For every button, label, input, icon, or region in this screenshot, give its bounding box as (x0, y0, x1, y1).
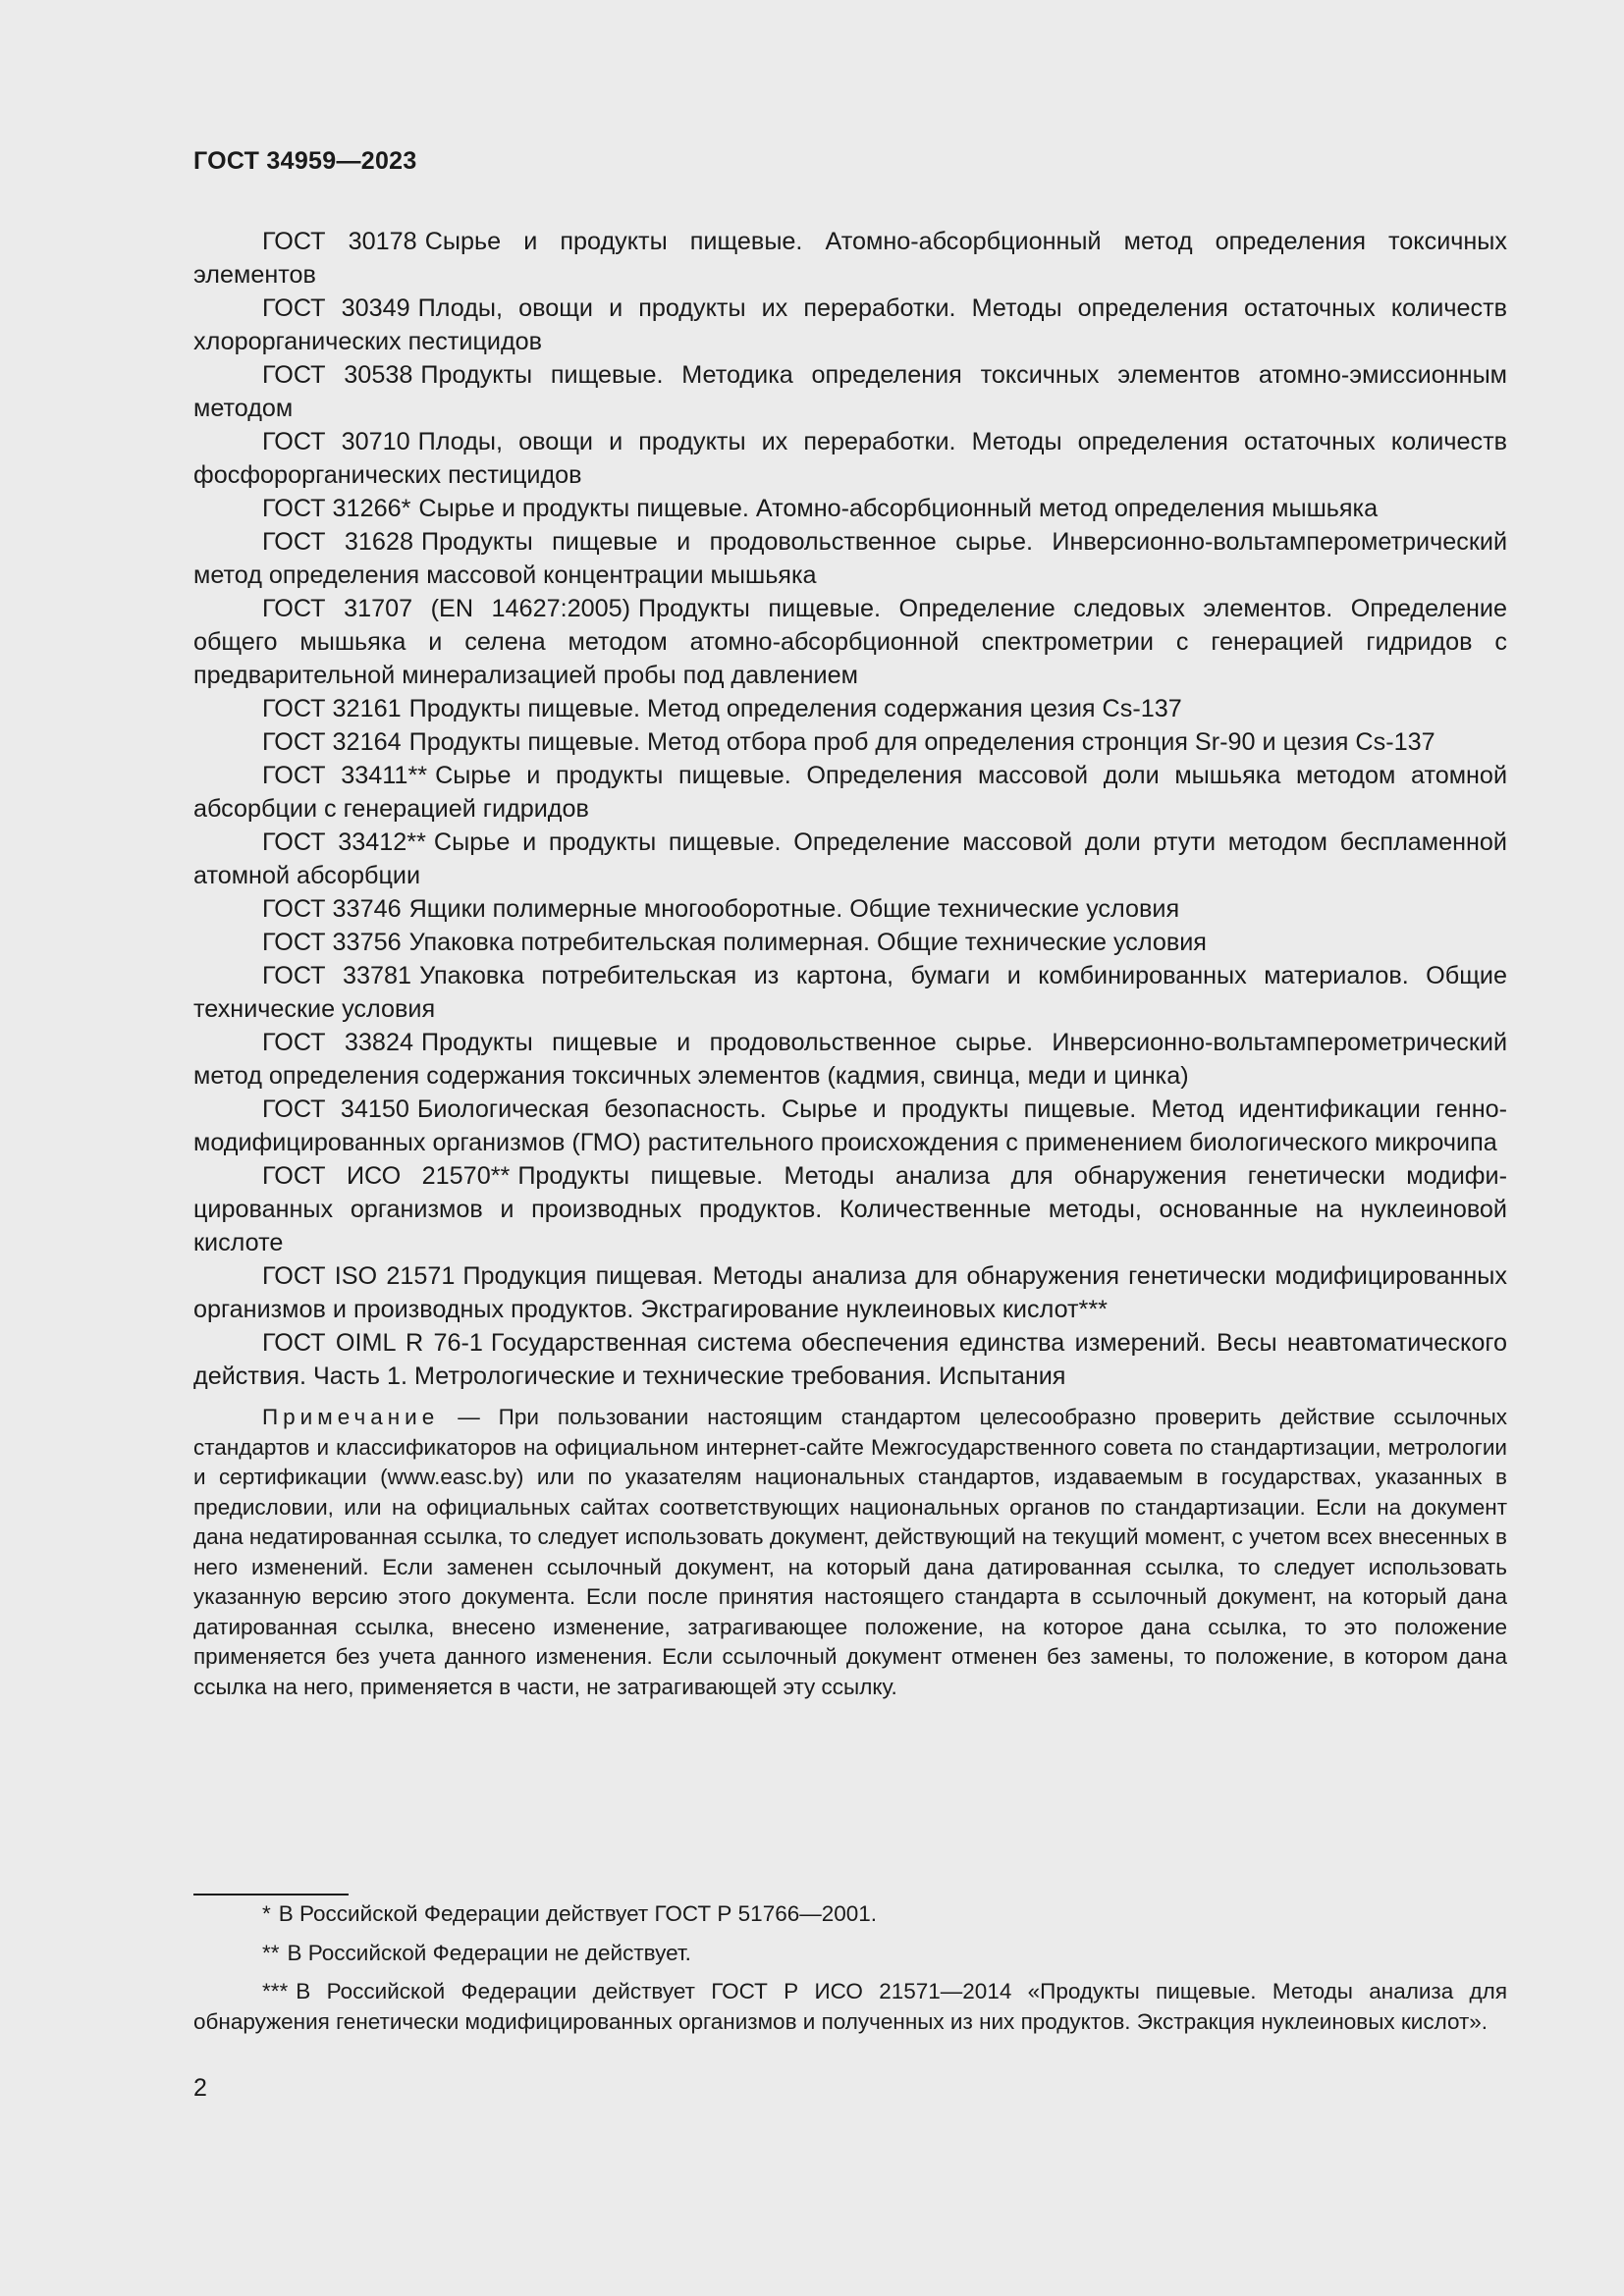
reference-item (193, 959, 1507, 1026)
reference-code: ГОСТ 33746 (262, 895, 402, 923)
reference-item (193, 692, 1507, 725)
reference-item (193, 1093, 1507, 1159)
reference-title: Продукты пищевые и продовольственное сырье. Инверсионно-вольтамперометрический метод определения массовой концентрации мышьяка (193, 528, 1508, 589)
reference-item (193, 425, 1507, 492)
reference-title: Биологическая безопасность. Сырье и продукты пищевые. Метод идентификации генно-модифицированных организмов (ГМО) растительного происхождения с применением биологического микрочипа (193, 1095, 1507, 1156)
reference-title: Ящики полимерные многооборотные. Общие технические условия (408, 895, 1180, 923)
note-label: Примечание (262, 1405, 440, 1429)
reference-code: ГОСТ 33412** (262, 828, 426, 856)
reference-item (193, 1159, 1507, 1259)
footnote-separator (193, 1894, 349, 1896)
reference-item (193, 592, 1507, 692)
reference-code: ГОСТ OIML R 76-1 (262, 1329, 483, 1357)
reference-item (193, 892, 1507, 926)
reference-item (193, 1026, 1507, 1093)
reference-item (193, 225, 1507, 292)
reference-item (193, 826, 1507, 892)
reference-title: Сырье и продукты пищевые. Атомно-абсорбционный метод определения мышьяка (418, 495, 1379, 522)
footnote (193, 1899, 1507, 1930)
reference-code: ГОСТ 34150 (262, 1095, 409, 1123)
footnote-text: В Российской Федерации не действует. (287, 1940, 691, 1965)
reference-item (193, 525, 1507, 592)
reference-item (193, 358, 1507, 425)
document-header: ГОСТ 34959—2023 (193, 147, 417, 175)
reference-title: Сырье и продукты пищевые. Атомно-абсорбционный метод определения токсичных элементов (193, 228, 1508, 289)
reference-title: Плоды, овощи и продукты их переработки. Методы определения остаточных количеств хлорорганических пестицидов (193, 294, 1507, 355)
footnote-mark: * (262, 1901, 271, 1926)
reference-title: Сырье и продукты пищевые. Определение массовой доли ртути методом беспламенной атомной абсорбции (193, 828, 1507, 889)
footnote-text: В Российской Федерации действует ГОСТ Р ИСО 21571—2014 «Продукты пищевые. Методы анализа для обнаружения генетически модифицированных организмов и полученных из них продуктов. Экстракция нуклеиновых кислот». (193, 1979, 1507, 2034)
reference-code: ГОСТ 33781 (262, 962, 412, 989)
footnote-text: В Российской Федерации действует ГОСТ Р 51766—2001. (278, 1901, 878, 1926)
reference-code: ГОСТ 33411** (262, 762, 428, 789)
reference-item (193, 1259, 1507, 1326)
reference-item (193, 1326, 1507, 1393)
note-paragraph (193, 1403, 1507, 1702)
page-number: 2 (193, 2074, 207, 2102)
reference-code: ГОСТ 30710 (262, 428, 410, 455)
reference-title: Продукты пищевые. Методика определения токсичных элементов атомно-эмиссионным методом (193, 361, 1507, 422)
reference-title: Упаковка потребительская полимерная. Общие технические условия (408, 929, 1207, 956)
reference-code: ГОСТ 30178 (262, 228, 417, 255)
reference-item (193, 926, 1507, 959)
reference-title: Плоды, овощи и продукты их переработки. Методы определения остаточных количеств фосфорорганических пестицидов (193, 428, 1507, 489)
reference-title: Продукты пищевые и продовольственное сырье. Инверсионно-вольтамперометрический метод определения содержания токсичных элементов (кадмия, свинца, меди и цинка) (193, 1029, 1508, 1090)
reference-title: Государственная система обеспечения единства измерений. Весы неавтоматического действия. Часть 1. Метрологические и технические требования. Испытания (193, 1329, 1507, 1390)
footnote (193, 1939, 1507, 1969)
reference-item (193, 759, 1507, 826)
footnotes (193, 1899, 1507, 2046)
reference-item (193, 292, 1507, 358)
footnote-mark: ** (262, 1940, 280, 1965)
reference-title: Упаковка потребительская из картона, бумаги и комбинированных материалов. Общие технические условия (193, 962, 1507, 1023)
reference-title: Продукты пищевые. Метод определения содержания цезия Cs-137 (408, 695, 1182, 722)
footnote (193, 1977, 1507, 2037)
reference-code: ГОСТ 31266* (262, 495, 411, 522)
reference-code: ГОСТ 32164 (262, 728, 402, 756)
reference-title: Продукты пищевые. Определение следовых элементов. Определение общего мышьяка и селена методом атомно-абсорбционной спектрометрии с генерацией гидридов с предварительной минерализацией пробы под давлением (193, 595, 1507, 689)
reference-code: ГОСТ 32161 (262, 695, 402, 722)
reference-title: Продукты пищевые. Метод отбора проб для определения стронция Sr-90 и цезия Cs-137 (408, 728, 1435, 756)
main-content (193, 225, 1507, 1702)
reference-code: ГОСТ 30538 (262, 361, 413, 389)
reference-title: Продукция пищевая. Методы анализа для обнаружения генетически модифицированных организмов и производных продуктов. Экстрагирование нуклеиновых кислот*** (193, 1262, 1507, 1323)
reference-code: ГОСТ 33756 (262, 929, 402, 956)
reference-code: ГОСТ 31628 (262, 528, 413, 556)
reference-code: ГОСТ ИСО 21570** (262, 1162, 511, 1190)
reference-code: ГОСТ 33824 (262, 1029, 413, 1056)
note-text: — При пользовании настоящим стандартом целесообразно проверить действие ссылочных стандартов и классификаторов на официальном интернет-сайте Межгосударственного совета по стандартизации, метрологии и сертификации (www.easc.by) или по указателям национальных стандартов, издаваемым в государствах, указанных в предисловии, или на официальных сайтах соответствующих национальных органов по стандартизации. Если на документ дана недатированная ссылка, то следует использовать документ, действующий на текущий момент, с учетом всех внесенных в него изменений. Если заменен ссылочный документ, на который дана датированная ссылка, то следует использовать указанную версию этого документа. Если после принятия настоящего стандарта в ссылочный документ, на который дана датированная ссылка, внесено изменение, затрагивающее положение, на которое дана ссылка, то это положение применяется без учета данного изменения. Если ссылочный документ отменен без замены, то положение, в котором дана ссылка на него, применяется в части, не затрагивающей эту ссылку. (193, 1405, 1507, 1699)
reference-title: Продукты пищевые. Методы анализа для обнаружения генетически модифицированных организмов и производных продуктов. Количественные методы, основанные на нуклеиновой кислоте (193, 1162, 1507, 1256)
reference-code: ГОСТ 31707 (EN 14627:2005) (262, 595, 630, 622)
footnote-mark: *** (262, 1979, 289, 2003)
reference-code: ГОСТ 30349 (262, 294, 410, 322)
reference-item (193, 492, 1507, 525)
reference-item (193, 725, 1507, 759)
reference-code: ГОСТ ISO 21571 (262, 1262, 456, 1290)
reference-title: Сырье и продукты пищевые. Определения массовой доли мышьяка методом атомной абсорбции с генерацией гидридов (193, 762, 1508, 823)
